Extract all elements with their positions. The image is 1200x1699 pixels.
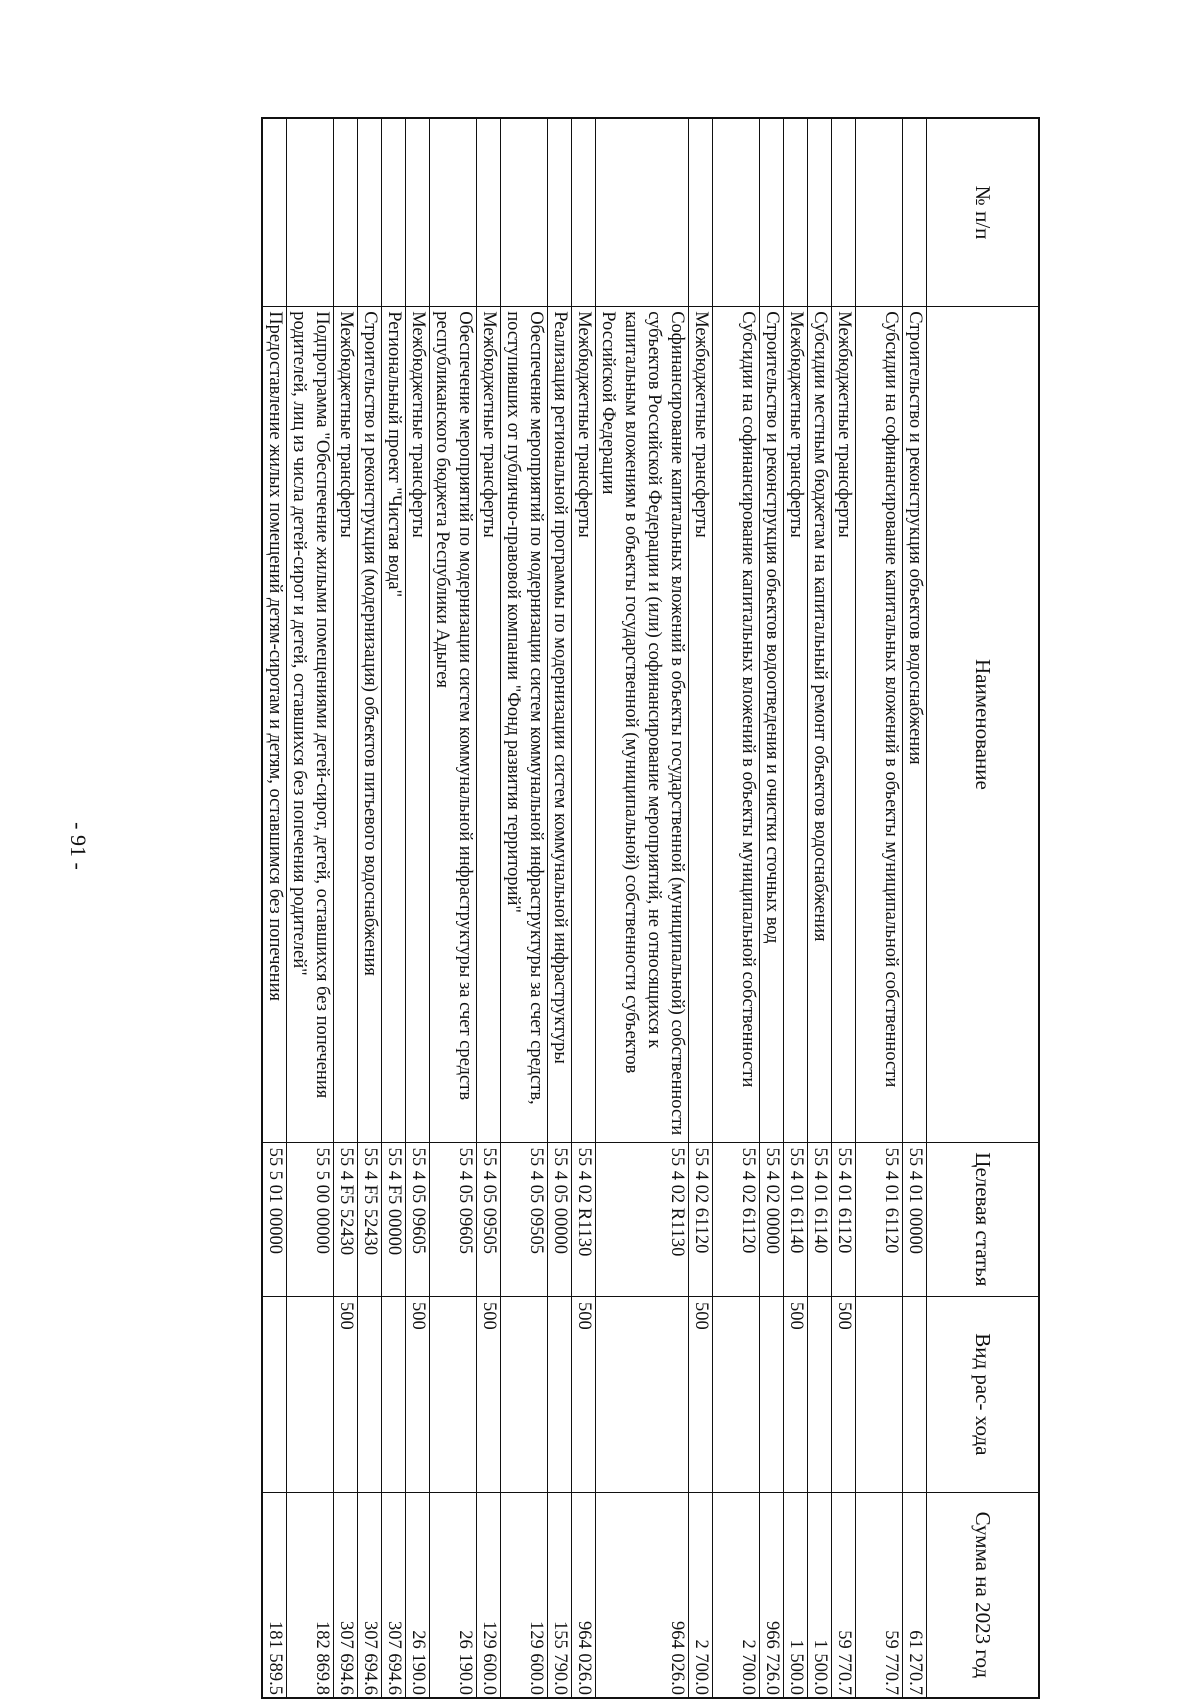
row-name: Обеспечение мероприятий по модернизации систем коммунальной инфраструктуры за счет средств, поступивших от публично-правовой компании "Фонд развития территорий" — [501, 307, 548, 1142]
table-row — [713, 118, 760, 1698]
row-sum: 2 700.0 — [689, 1492, 713, 1698]
row-name: Строительство и реконструкция объектов водоснабжения — [903, 307, 927, 1142]
row-name: Межбюджетные трансферты — [572, 307, 596, 1142]
row-num — [784, 118, 808, 307]
table-row — [430, 118, 477, 1698]
table-row — [689, 118, 713, 1698]
row-vid — [430, 1297, 477, 1493]
row-name: Обеспечение мероприятий по модернизации систем коммунальной инфраструктуры за счет средств республиканского бюджета Республики Адыгея — [430, 307, 477, 1142]
row-num — [358, 118, 382, 307]
row-sum: 61 270.7 — [903, 1492, 927, 1698]
row-name: Предоставление жилых помещений детям-сиротам и детям, оставшимся без попечения — [262, 307, 287, 1142]
table-row — [548, 118, 572, 1698]
table-row — [903, 118, 927, 1698]
row-name: Строительство и реконструкция объектов водоотведения и очистки сточных вод — [760, 307, 784, 1142]
row-name: Строительство и реконструкция (модернизация) объектов питьевого водоснабжения — [358, 307, 382, 1142]
row-code: 55 4 01 61140 — [784, 1142, 808, 1296]
row-code: 55 5 01 00000 — [262, 1142, 287, 1296]
row-name: Межбюджетные трансферты — [334, 307, 358, 1142]
row-vid — [382, 1297, 406, 1493]
table-row — [572, 118, 596, 1698]
row-sum: 26 190.0 — [430, 1492, 477, 1698]
rotated-page — [119, 117, 1040, 1699]
row-code: 55 4 02 R1130 — [572, 1142, 596, 1296]
row-code: 55 4 02 R1130 — [596, 1142, 689, 1296]
row-code: 55 4 F5 00000 — [382, 1142, 406, 1296]
header-name: Наименование — [927, 307, 1040, 1142]
table-row — [287, 118, 334, 1698]
row-name: Межбюджетные трансферты — [784, 307, 808, 1142]
table-row — [262, 118, 287, 1698]
row-sum: 964 026.0 — [572, 1492, 596, 1698]
row-vid — [548, 1297, 572, 1493]
row-vid — [596, 1297, 689, 1493]
header-sum: Сумма на 2023 год — [927, 1492, 1040, 1698]
table-row — [596, 118, 689, 1698]
row-code: 55 4 01 61120 — [832, 1142, 856, 1296]
row-num — [713, 118, 760, 307]
row-num — [406, 118, 430, 307]
row-sum: 182 869.8 — [287, 1492, 334, 1698]
header-vid: Вид рас- хода — [927, 1297, 1040, 1493]
row-num — [382, 118, 406, 307]
row-sum: 59 770.7 — [832, 1492, 856, 1698]
row-code: 55 4 05 09505 — [501, 1142, 548, 1296]
row-num — [548, 118, 572, 307]
row-sum: 129 600.0 — [501, 1492, 548, 1698]
row-vid: 500 — [784, 1297, 808, 1493]
row-sum: 964 026.0 — [596, 1492, 689, 1698]
table-row — [477, 118, 501, 1698]
row-num — [572, 118, 596, 307]
page-number: - 91 - — [66, 822, 91, 870]
row-vid — [287, 1297, 334, 1493]
budget-table — [261, 117, 1040, 1699]
row-name: Межбюджетные трансферты — [832, 307, 856, 1142]
row-vid: 500 — [832, 1297, 856, 1493]
row-name: Софинансирование капитальных вложений в объекты государственной (муниципальной) собственности субъектов Российской Федерации и (или) софинансирование мероприятий, не относящихся к капитальным вложениям в объекты государственной (муниципальной) собственности субъектов Российской Федерации — [596, 307, 689, 1142]
row-num — [903, 118, 927, 307]
header-code: Целевая статья — [927, 1142, 1040, 1296]
row-num — [477, 118, 501, 307]
row-num — [832, 118, 856, 307]
table-row — [334, 118, 358, 1698]
row-code: 55 4 02 00000 — [760, 1142, 784, 1296]
row-vid — [856, 1297, 903, 1493]
row-name: Региональный проект "Чистая вода" — [382, 307, 406, 1142]
row-vid — [713, 1297, 760, 1493]
row-num — [501, 118, 548, 307]
row-sum: 966 726.0 — [760, 1492, 784, 1698]
row-sum: 155 790.0 — [548, 1492, 572, 1698]
row-code: 55 4 01 00000 — [903, 1142, 927, 1296]
row-name: Межбюджетные трансферты — [477, 307, 501, 1142]
row-name: Подпрограмма "Обеспечение жилыми помещениями детей-сирот, детей, оставшихся без попечения родителей, лиц из числа детей-сирот и детей, оставшихся без попечения родителей" — [287, 307, 334, 1142]
row-vid — [760, 1297, 784, 1493]
row-name: Реализация региональной программы по модернизации систем коммунальной инфраструктуры — [548, 307, 572, 1142]
row-num — [430, 118, 477, 307]
table-row — [856, 118, 903, 1698]
table-row — [784, 118, 808, 1698]
row-sum: 181 589.5 — [262, 1492, 287, 1698]
row-vid — [262, 1297, 287, 1493]
row-code: 55 4 02 61120 — [689, 1142, 713, 1296]
row-sum: 1 500.0 — [784, 1492, 808, 1698]
row-code: 55 5 00 00000 — [287, 1142, 334, 1296]
row-num — [689, 118, 713, 307]
row-name: Межбюджетные трансферты — [406, 307, 430, 1142]
row-sum: 307 694.6 — [358, 1492, 382, 1698]
row-vid: 500 — [334, 1297, 358, 1493]
table-row — [382, 118, 406, 1698]
row-vid — [903, 1297, 927, 1493]
row-vid: 500 — [406, 1297, 430, 1493]
header-row — [927, 118, 1040, 1698]
row-num — [760, 118, 784, 307]
row-vid: 500 — [477, 1297, 501, 1493]
row-sum: 59 770.7 — [856, 1492, 903, 1698]
row-code: 55 4 02 61120 — [713, 1142, 760, 1296]
row-name: Субсидии местным бюджетам на капитальный ремонт объектов водоснабжения — [808, 307, 832, 1142]
table-row — [760, 118, 784, 1698]
row-num — [334, 118, 358, 307]
row-sum: 307 694.6 — [334, 1492, 358, 1698]
row-vid: 500 — [689, 1297, 713, 1493]
header-num: № п/п — [927, 118, 1040, 307]
table-row — [501, 118, 548, 1698]
row-sum: 2 700.0 — [713, 1492, 760, 1698]
row-code: 55 4 05 09605 — [406, 1142, 430, 1296]
row-sum: 129 600.0 — [477, 1492, 501, 1698]
row-code: 55 4 01 61120 — [856, 1142, 903, 1296]
row-vid — [501, 1297, 548, 1493]
row-num — [808, 118, 832, 307]
row-name: Субсидии на софинансирование капитальных вложений в объекты муниципальной собственности — [856, 307, 903, 1142]
row-code: 55 4 01 61140 — [808, 1142, 832, 1296]
row-name: Межбюджетные трансферты — [689, 307, 713, 1142]
row-num — [287, 118, 334, 307]
table-row — [808, 118, 832, 1698]
row-sum: 1 500.0 — [808, 1492, 832, 1698]
table-row — [832, 118, 856, 1698]
row-num — [856, 118, 903, 307]
row-code: 55 4 F5 52430 — [358, 1142, 382, 1296]
row-sum: 26 190.0 — [406, 1492, 430, 1698]
row-num — [262, 118, 287, 307]
table-row — [406, 118, 430, 1698]
row-code: 55 4 05 09505 — [477, 1142, 501, 1296]
row-code: 55 4 05 09605 — [430, 1142, 477, 1296]
row-code: 55 4 05 00000 — [548, 1142, 572, 1296]
row-name: Субсидии на софинансирование капитальных вложений в объекты муниципальной собственности — [713, 307, 760, 1142]
row-sum: 307 694.6 — [382, 1492, 406, 1698]
table-row — [358, 118, 382, 1698]
row-vid: 500 — [572, 1297, 596, 1493]
row-code: 55 4 F5 52430 — [334, 1142, 358, 1296]
row-vid — [358, 1297, 382, 1493]
row-num — [596, 118, 689, 307]
row-vid — [808, 1297, 832, 1493]
